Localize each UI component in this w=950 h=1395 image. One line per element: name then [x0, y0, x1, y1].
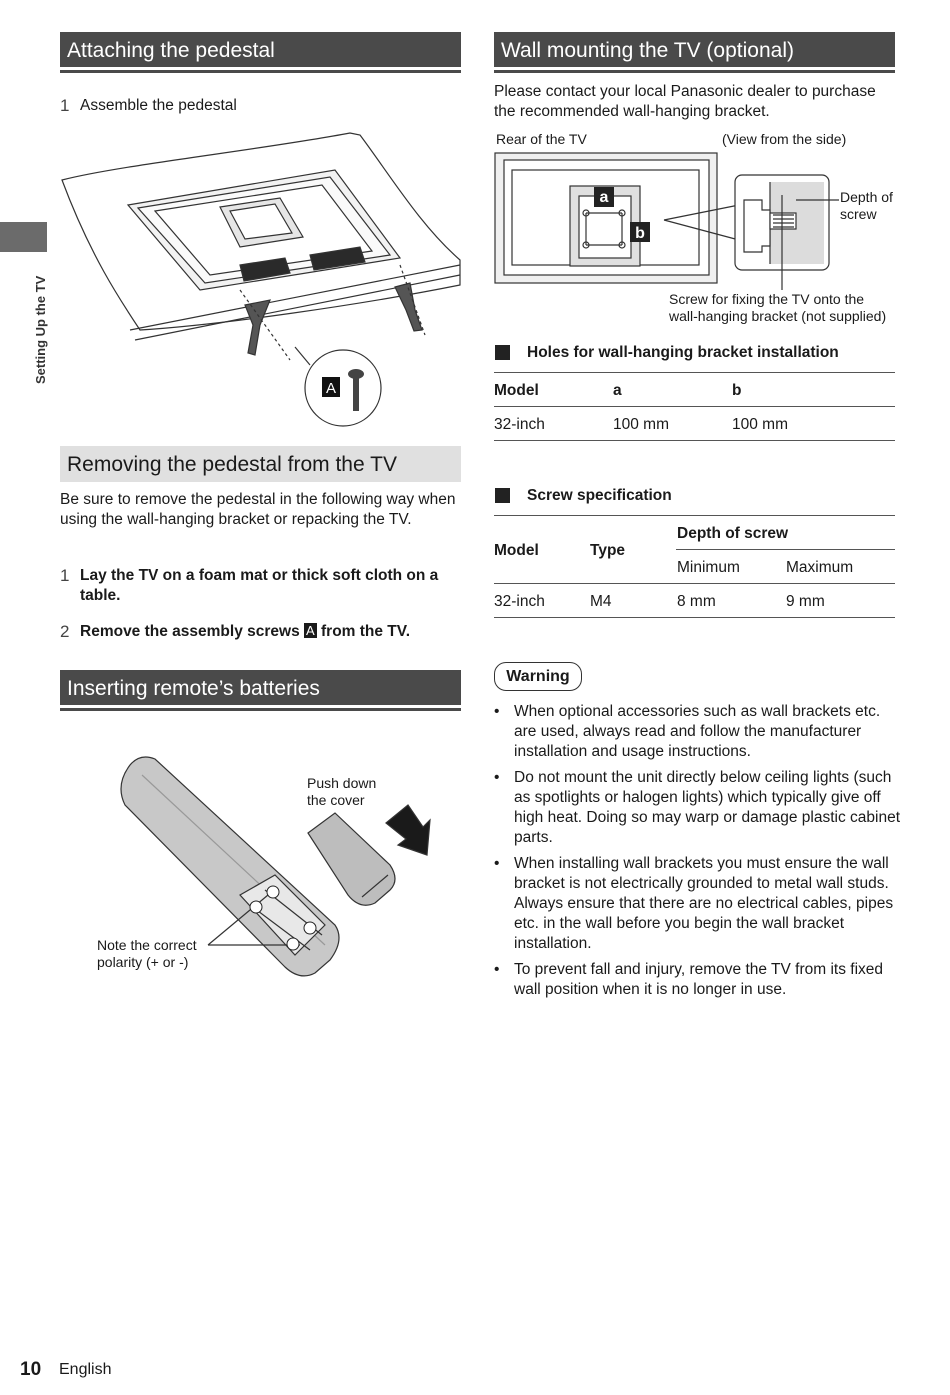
depth-of-screw-label — [840, 189, 893, 223]
holes-table-top-rule — [494, 372, 895, 373]
holes-header-b: b — [732, 382, 742, 399]
bullet-dot: • — [494, 961, 500, 978]
removing-step2-number: 2 — [60, 622, 70, 641]
bullet-dot: • — [494, 769, 500, 786]
warning-list — [494, 702, 904, 1006]
depth-label-line1: Depth of — [840, 189, 893, 205]
holes-heading-marker — [495, 345, 510, 360]
side-view-label: (View from the side) — [722, 131, 847, 147]
holes-header-model: Model — [494, 382, 539, 399]
removing-step2-text — [80, 622, 460, 642]
screw-heading-marker — [495, 488, 510, 503]
footer-language: English — [59, 1361, 112, 1378]
warning-item — [494, 702, 904, 762]
pedestal-illustration — [60, 125, 465, 435]
polarity-note-label — [97, 937, 197, 971]
screw-header-type: Type — [590, 542, 626, 559]
screw-cell-max: 9 mm — [786, 593, 825, 610]
rear-of-tv-label: Rear of the TV — [496, 131, 587, 147]
dimension-a-label: a — [599, 189, 609, 206]
screw-fix-label — [669, 291, 886, 325]
screw-fix-line1: Screw for fixing the TV onto the — [669, 291, 865, 307]
screw-cell-min: 8 mm — [677, 593, 716, 610]
removing-step2-before: Remove the assembly screws — [80, 623, 300, 640]
dimension-b-label: b — [635, 225, 645, 242]
removing-step1-number: 1 — [60, 566, 70, 585]
polarity-note-line1: Note the correct — [97, 937, 197, 953]
batteries-heading: Inserting remote’s batteries — [60, 670, 461, 708]
warning-item — [494, 960, 904, 1000]
warning-item — [494, 854, 904, 954]
holes-cell-model: 32-inch — [494, 416, 545, 433]
screw-header-max: Maximum — [786, 559, 854, 576]
screw-heading: Screw specification — [527, 487, 672, 504]
section-tab-marker — [0, 222, 47, 252]
screw-cell-model: 32-inch — [494, 593, 545, 610]
pedestal-callout-label: A — [325, 380, 337, 397]
removing-step2-after: from the TV. — [321, 623, 410, 640]
section-side-label: Setting Up the TV — [33, 275, 48, 384]
screw-table-top-rule — [494, 515, 895, 516]
holes-table-bottom-rule — [494, 440, 895, 441]
wall-mount-intro: Please contact your local Panasonic dealer to purchase the recommended wall-hanging bracket. — [494, 83, 876, 120]
screw-table-bottom-rule — [494, 617, 895, 618]
holes-heading: Holes for wall-hanging bracket installation — [527, 344, 839, 361]
push-cover-label — [307, 775, 376, 809]
wall-mount-illustration — [494, 150, 894, 290]
screw-header-model: Model — [494, 542, 539, 559]
wall-mount-heading: Wall mounting the TV (optional) — [494, 32, 895, 70]
screw-table-depth-rule — [676, 549, 895, 550]
screw-cell-type: M4 — [590, 593, 612, 610]
page-number: 10 — [20, 1359, 42, 1380]
removing-step1-text: Lay the TV on a foam mat or thick soft cloth on a table. — [80, 567, 439, 604]
screw-table-header-rule — [494, 583, 895, 584]
warning-item-text: When optional accessories such as wall brackets etc. are used, always read and follow the manufacturer installation and usage instructions. — [514, 703, 881, 760]
screw-fix-line2: wall-hanging bracket (not supplied) — [669, 308, 887, 324]
warning-item — [494, 768, 904, 848]
holes-cell-b: 100 mm — [732, 416, 788, 433]
screw-badge-a: A — [306, 623, 315, 638]
holes-cell-a: 100 mm — [613, 416, 669, 433]
polarity-note-line2: polarity (+ or -) — [97, 954, 189, 970]
holes-table-header-rule — [494, 406, 895, 407]
removing-heading: Removing the pedestal from the TV — [60, 446, 461, 482]
pedestal-step-text: Assemble the pedestal — [80, 97, 237, 114]
warning-item-text: Do not mount the unit directly below ceiling lights (such as spotlights or halogen lights) which typically give off high heat. Doing so may warp or damage plastic cabinet parts. — [514, 769, 900, 846]
bullet-dot: • — [494, 703, 500, 720]
warning-item-text: When installing wall brackets you must ensure the wall bracket is not electrically grounded to metal wall studs. Always ensure that there are no electrical cables, pipes etc. in the wall before you begin the wall bracket installation. — [514, 855, 894, 952]
pedestal-step-number: 1 — [60, 96, 70, 115]
bullet-dot: • — [494, 855, 500, 872]
pedestal-heading: Attaching the pedestal — [60, 32, 461, 70]
depth-label-line2: screw — [840, 206, 877, 222]
warning-item-text: To prevent fall and injury, remove the TV from its fixed wall position when it is no longer in use. — [514, 961, 884, 998]
screw-header-depth: Depth of screw — [677, 525, 789, 542]
push-cover-line1: Push down — [307, 775, 377, 791]
removing-intro: Be sure to remove the pedestal in the following way when using the wall-hanging bracket or repacking the TV. — [60, 491, 456, 528]
push-cover-line2: the cover — [307, 792, 365, 808]
screw-header-min: Minimum — [677, 559, 740, 576]
holes-header-a: a — [613, 382, 622, 399]
warning-label: Warning — [494, 662, 582, 691]
